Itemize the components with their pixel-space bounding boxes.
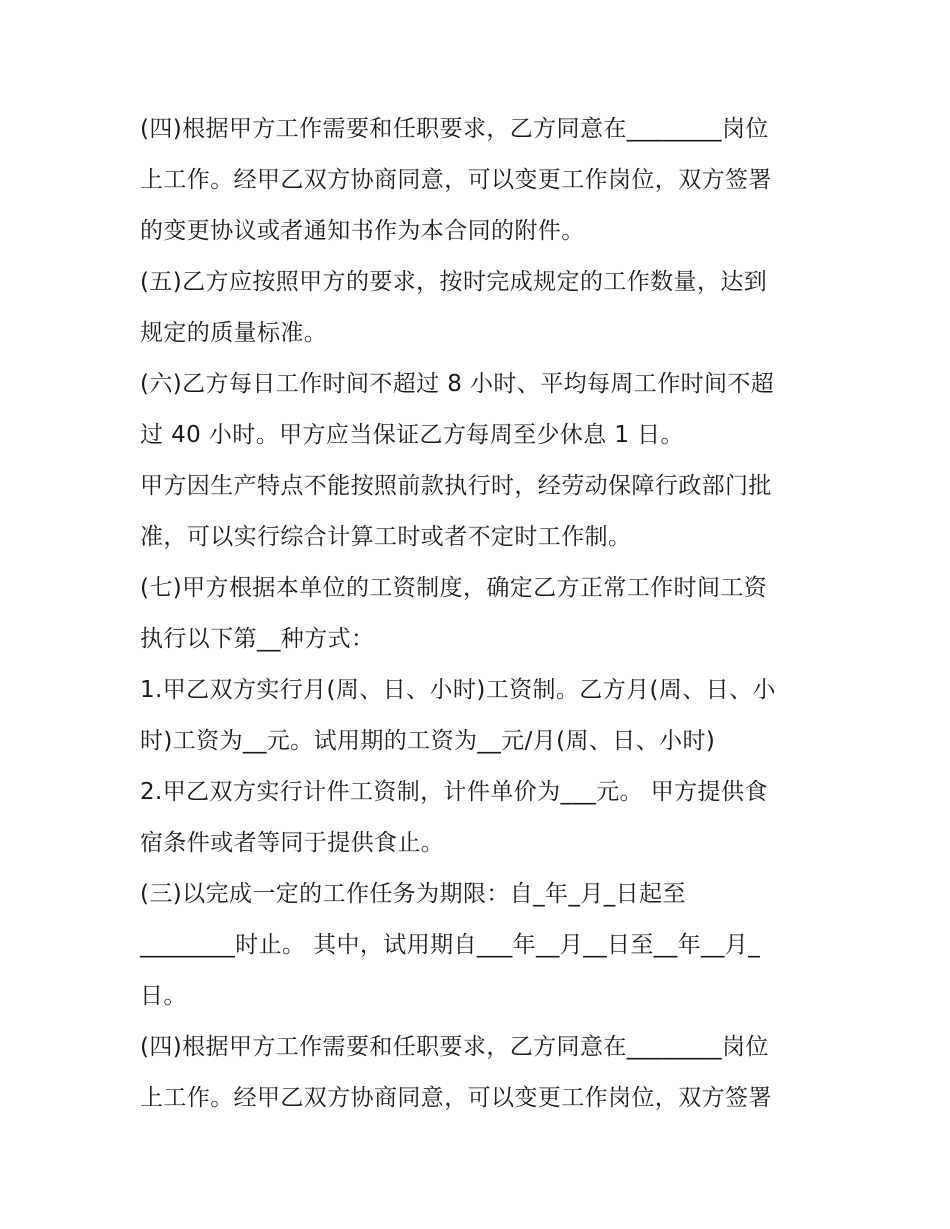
text-line: 执行以下第__种方式：	[140, 626, 375, 652]
text-line: (三)以完成一定的工作任务为期限：自_年_月_日起至	[140, 881, 686, 907]
text-line: 过 40 小时。甲方应当保证乙方每周至少休息 1 日。	[140, 422, 684, 448]
text-line: 的变更协议或者通知书作为本合同的附件。	[140, 218, 585, 244]
text-line: 甲方因生产特点不能按照前款执行时，经劳动保障行政部门批	[140, 473, 772, 499]
document-body	[140, 104, 820, 1124]
text-line: 宿条件或者等同于提供食止。	[140, 830, 445, 856]
text-line: 上工作。经甲乙双方协商同意，可以变更工作岗位，双方签署	[140, 1085, 772, 1111]
text-line: 准，可以实行综合计算工时或者不定时工作制。	[140, 524, 632, 550]
text-line: 1.甲乙双方实行月(周、日、小时)工资制。乙方月(周、日、小	[140, 677, 776, 703]
text-line: (四)根据甲方工作需要和任职要求，乙方同意在________岗位	[140, 1034, 769, 1060]
text-line: 2.甲乙双方实行计件工资制，计件单价为___元。 甲方提供食	[140, 779, 768, 805]
text-line: (六)乙方每日工作时间不超过 8 小时、平均每周工作时间不超	[140, 371, 775, 397]
text-line: (四)根据甲方工作需要和任职要求，乙方同意在________岗位	[140, 116, 769, 142]
text-line: 时)工资为__元。试用期的工资为__元/月(周、日、小时)	[140, 728, 716, 754]
text-line: 规定的质量标准。	[140, 320, 328, 346]
text-line: 日。	[140, 983, 187, 1009]
text-line: (五)乙方应按照甲方的要求，按时完成规定的工作数量，达到	[140, 269, 768, 295]
text-line: ________时止。 其中，试用期自___年__月__日至__年__月_	[140, 932, 761, 958]
text-line: (七)甲方根据本单位的工资制度，确定乙方正常工作时间工资	[140, 575, 768, 601]
text-line: 上工作。经甲乙双方协商同意，可以变更工作岗位，双方签署	[140, 167, 772, 193]
